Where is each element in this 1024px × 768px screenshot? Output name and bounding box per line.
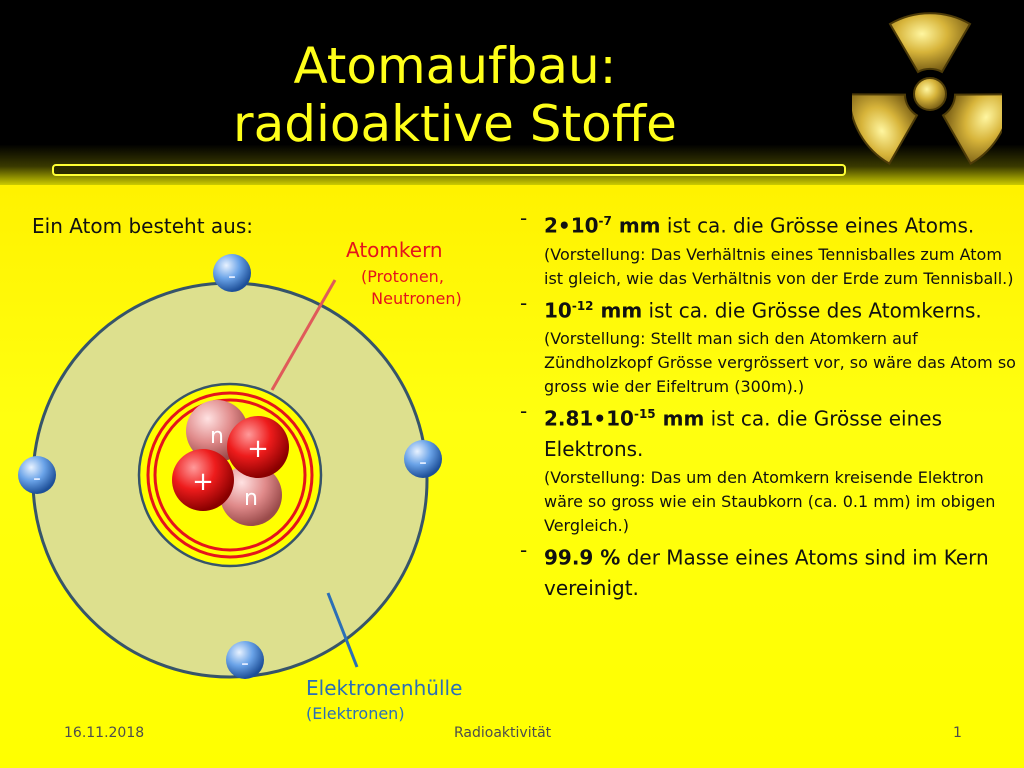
- electron: [226, 641, 264, 679]
- fact-exponent: -7: [598, 214, 612, 228]
- electron: [213, 254, 251, 292]
- electron-sign: -: [33, 466, 41, 491]
- electron-sign: -: [241, 651, 249, 676]
- fact-text: ist ca. die Grösse des Atomkerns.: [642, 298, 982, 323]
- shell-sublabel: (Elektronen): [306, 704, 405, 723]
- bullet-dash: -: [520, 290, 528, 315]
- neutron-sign: n: [210, 424, 224, 449]
- fact-note: (Vorstellung: Das um den Atomkern kreisende Elektron wäre so gross wie ein Staubkorn (ca. 0.1 mm) im obigen Vergleich.): [544, 467, 996, 535]
- proton-sign: +: [192, 467, 214, 497]
- footer-date: 16.11.2018: [64, 725, 145, 741]
- footer-title: Radioaktivität: [454, 725, 552, 741]
- fact-exponent: -12: [571, 298, 594, 313]
- fact-text: ist ca. die Grösse eines Elektrons.: [544, 406, 943, 461]
- radiation-icon: [852, 6, 1002, 176]
- fact-value: 2.81•10: [544, 406, 634, 431]
- proton: [227, 416, 289, 478]
- fact-exponent: -15: [633, 407, 656, 422]
- electron-sign: -: [228, 264, 236, 289]
- fact-item: [518, 538, 1018, 603]
- fact-unit: mm: [611, 213, 661, 238]
- fact-unit: mm: [593, 298, 643, 323]
- nucleus-label: Atomkern: [346, 238, 443, 262]
- fact-item: [518, 206, 1018, 291]
- proton: [172, 449, 234, 511]
- nucleus-sublabel: (Protonen, Neutronen): [361, 267, 462, 308]
- facts-list: [518, 206, 1018, 603]
- fact-text: ist ca. die Grösse eines Atoms.: [660, 213, 975, 238]
- fact-main: [544, 399, 1018, 464]
- bullet-dash: -: [520, 399, 528, 424]
- fact-main: [544, 206, 1018, 241]
- fact-item: [518, 399, 1018, 538]
- bullet-dash: -: [520, 537, 528, 562]
- fact-item: [518, 291, 1018, 400]
- title-line-1: Atomaufbau:: [293, 37, 617, 95]
- title-line-2: radioaktive Stoffe: [233, 95, 677, 153]
- shell-label: Elektronenhülle: [306, 676, 463, 700]
- electron: [18, 456, 56, 494]
- footer-page-number: 1: [953, 725, 962, 741]
- fact-main: [544, 538, 1018, 603]
- fact-value: 10: [544, 298, 572, 323]
- slide-title: [60, 37, 850, 153]
- title-underline-bar: [52, 164, 846, 176]
- fact-note: (Vorstellung: Das Verhältnis eines Tennisballes zum Atom ist gleich, wie das Verhältnis von der Erde zum Tennisball.): [544, 244, 1014, 288]
- fact-text: der Masse eines Atoms sind im Kern vereinigt.: [544, 545, 989, 600]
- fact-note: (Vorstellung: Stellt man sich den Atomkern auf Zündholzkopf Grösse vergrössert vor, so wäre das Atom so gross wie der Eifeltrum (300m).): [544, 329, 1016, 397]
- fact-value: 99.9 %: [544, 545, 621, 570]
- electron-sign: -: [419, 450, 427, 475]
- intro-text: Ein Atom besteht aus:: [32, 214, 254, 238]
- bullet-dash: -: [520, 206, 528, 230]
- neutron-sign: n: [244, 486, 258, 511]
- proton-sign: +: [247, 434, 269, 464]
- fact-unit: mm: [655, 406, 705, 431]
- fact-main: [544, 291, 1018, 326]
- electron: [404, 440, 442, 478]
- fact-value: 2•10: [544, 213, 599, 238]
